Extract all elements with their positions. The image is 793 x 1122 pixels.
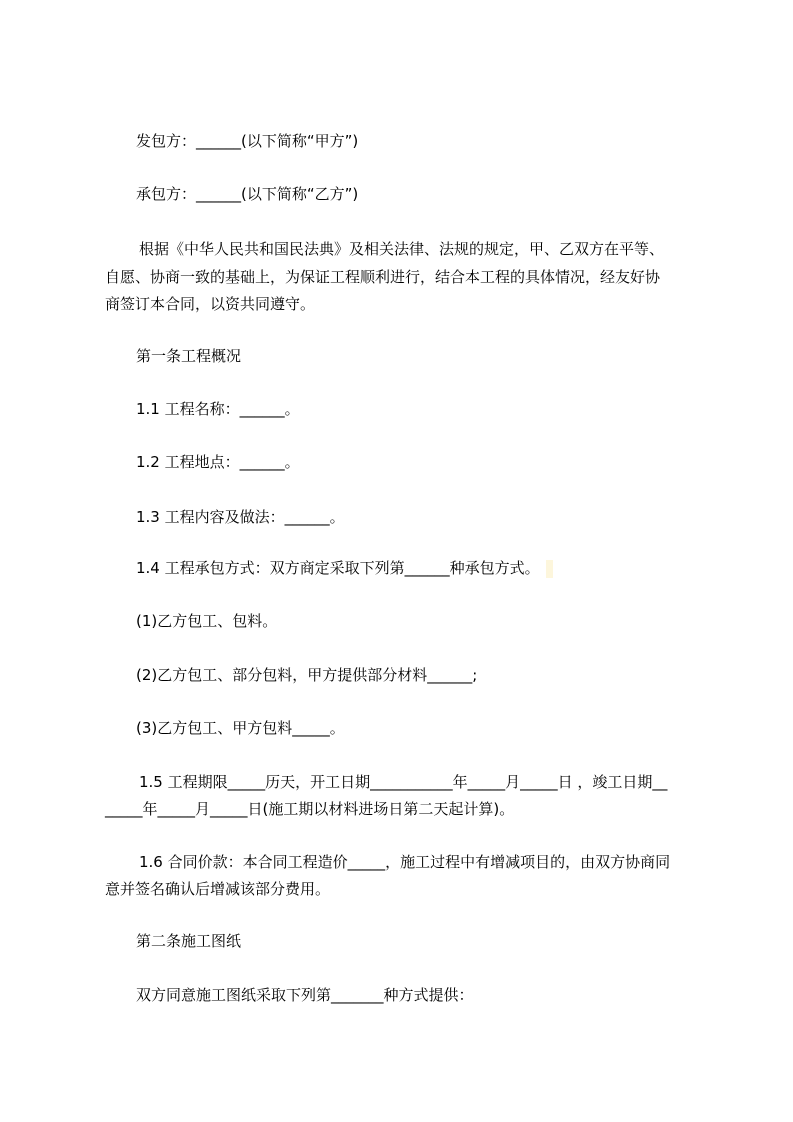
preamble-line-2: 自愿、协商一致的基础上，为保证工程顺利进行，结合本工程的具体情况，经友好协 [105, 268, 661, 286]
item-1-5-line-2: _____年_____月_____日(施工期以材料进场日第二天起计算)。 [105, 800, 515, 818]
item-1-2: 1.2 工程地点：______。 [136, 453, 300, 471]
article-2-intro: 双方同意施工图纸采取下列第_______种方式提供： [136, 986, 474, 1004]
option-3: (3)乙方包工、甲方包料_____。 [136, 719, 345, 737]
item-1-4-row [136, 558, 553, 578]
option-1: (1)乙方包工、包料。 [136, 612, 278, 630]
item-1-6-line-1: 1.6 合同价款：本合同工程造价_____，施工过程中有增减项目的，由双方协商同 [139, 853, 671, 871]
option-2: (2)乙方包工、部分包料，甲方提供部分材料______; [136, 666, 478, 684]
item-1-5-line-1: 1.5 工程期限_____历天，开工日期___________年_____月_____日 ，竣工日期__ [139, 773, 668, 791]
party-b-line: 承包方：______(以下简称“乙方”) [136, 185, 359, 203]
preamble-line-1: 根据《中华人民共和国民法典》及相关法律、法规的规定，甲、乙双方在平等、 [139, 240, 665, 258]
highlight-marker [546, 560, 553, 578]
article-1-heading: 第一条工程概况 [136, 347, 242, 365]
item-1-1: 1.1 工程名称：______。 [136, 400, 300, 418]
article-2-heading: 第二条施工图纸 [136, 932, 242, 950]
preamble-line-3: 商签订本合同，以资共同遵守。 [105, 295, 316, 313]
item-1-3: 1.3 工程内容及做法：______。 [136, 508, 345, 526]
item-1-6-line-2: 意并签名确认后增减该部分费用。 [105, 880, 331, 898]
item-1-4: 1.4 工程承包方式：双方商定采取下列第______种承包方式。 [136, 559, 540, 577]
party-a-line: 发包方：______(以下简称“甲方”) [136, 132, 359, 150]
